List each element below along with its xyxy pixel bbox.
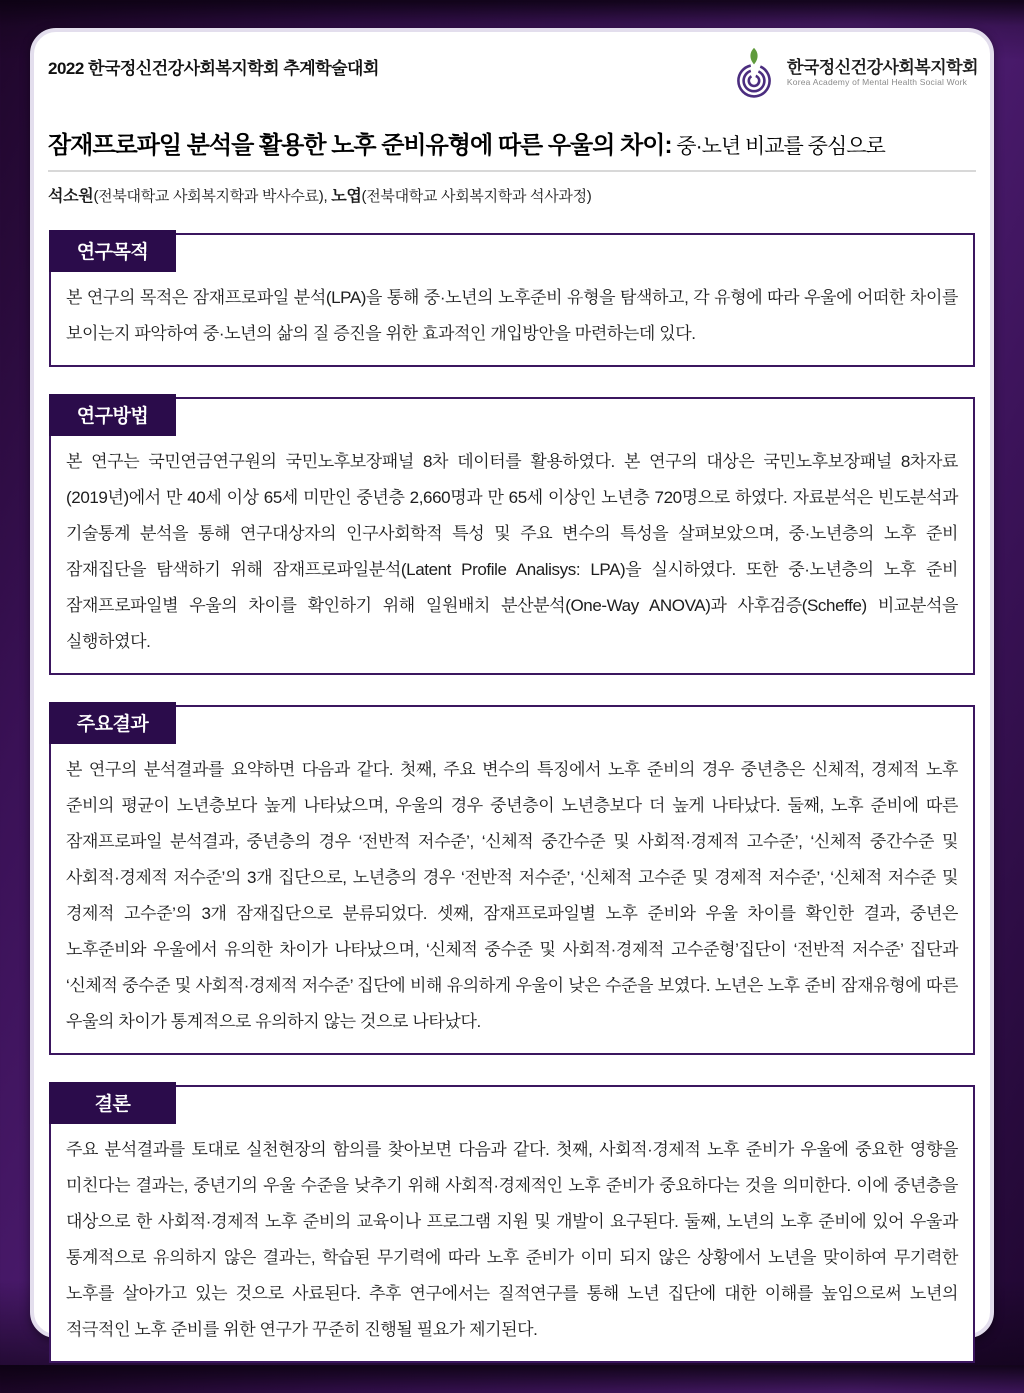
section-research-method bbox=[49, 397, 975, 675]
section-main-results bbox=[49, 705, 975, 1055]
author-name: 노엽 bbox=[331, 188, 362, 205]
author-affiliation: (전북대학교 사회복지학과 박사수료) bbox=[93, 188, 324, 205]
abstract-card bbox=[30, 28, 994, 1338]
authors-separator: , bbox=[323, 188, 332, 205]
section-body-text: 본 연구는 국민연금연구원의 국민노후보장패널 8차 데이터를 활용하였다. 본 연구의 대상은 국민노후보장패널 8차자료(2019년)에서 만 40세 이상 65세 미만인 중년층 2,660명과 만 65세 이상인 노년층 720명으로 하였다. 자료분석은 빈도분석과 기술통계 분석을 통해 연구대상자의 인구사회학적 특성 및 주요 변수의 특성을 살펴보았으며, 중·노년층의 노후 준비 잠재집단을 탐색하기 위해 잠재프로파일분석(Latent Profile Analisys: LPA)을 실시하였다. 또한 중·노년층의 노후 준비 잠재프로파일별 우울의 차이를 확인하기 위해 일원배치 분산분석(One-Way ANOVA)과 사후검증(Scheffe) 비교분석을 실행하였다. bbox=[66, 452, 958, 651]
page-title bbox=[48, 124, 976, 161]
ripple-arc-middle bbox=[744, 70, 765, 91]
section-conclusion bbox=[49, 1085, 975, 1363]
author-name: 석소원 bbox=[48, 188, 94, 205]
section-body-text: 주요 분석결과를 토대로 실천현장의 함의를 찾아보면 다음과 같다. 첫째, 사회적·경제적 노후 준비가 우울에 중요한 영향을 미친다는 결과는, 중년기의 우울 수준을 낮추기 위해 사회적·경제적인 노후 준비가 중요하다는 것을 의미한다. 이에 중년층을 대상으로 한 사회적·경제적 노후 준비의 교육이나 프로그램 지원 및 개발이 요구된다. 둘째, 노년의 노후 준비에 있어 우울과 통계적으로 유의하지 않은 결과는, 학습된 무기력에 따라 노후 준비가 이미 되지 않은 상황에서 노년을 맞이하여 무기력한 노후를 살아가고 있는 것으로 사료된다. 추후 연구에서는 질적연구를 통해 노년 집단에 대한 이해를 높임으로써 노년의 적극적인 노후 준비를 위한 연구가 꾸준히 진행될 필요가 제기된다. bbox=[66, 1140, 958, 1339]
leaf-icon bbox=[750, 48, 757, 64]
organization-logo bbox=[728, 44, 978, 100]
logo-ripple-leaf-icon bbox=[728, 46, 780, 100]
title-subtitle: 중·노년 비교를 중심으로 bbox=[671, 135, 885, 158]
card-header bbox=[48, 44, 978, 100]
ripple-arc-inner bbox=[749, 76, 759, 86]
org-name-kr: 한국정신건강사회복지학회 bbox=[786, 58, 978, 78]
section-heading-badge: 결론 bbox=[49, 1082, 176, 1124]
logo-text bbox=[787, 58, 978, 87]
section-body-text: 본 연구의 분석결과를 요약하면 다음과 같다. 첫째, 주요 변수의 특징에서 노후 준비의 경우 중년층은 신체적, 경제적 노후 준비의 평균이 노년층보다 높게 나타났으며, 우울의 경우 중년층이 노년층보다 더 높게 나타났다. 둘째, 노후 준비에 따른 잠재프로파일 분석결과, 중년층의 경우 ‘전반적 저수준’, ‘신체적 중간수준 및 사회적·경제적 고수준’, ‘신체적 중간수준 및 사회적·경제적 저수준’의 3개 집단으로, 노년층의 경우 ‘전반적 저수준’, ‘신체적 고수준 및 경제적 저수준’, ‘신체적 저수준 및 경제적 고수준’의 3개 잠재집단으로 분류되었다. 셋째, 잠재프로파일별 노후 준비와 우울 차이를 확인한 결과, 중년은 노후준비와 우울에서 유의한 차이가 나타났으며, ‘신체적 중수준 및 사회적·경제적 고수준형’집단이 ‘전반적 저수준’ 집단과 ‘신체적 중수준 및 사회적·경제적 저수준’ 집단에 비해 유의하게 우울이 낮은 수준을 보였다. 노년은 노후 준비 잠재유형에 따른 우울의 차이가 통계적으로 유의하지 않는 것으로 나타났다. bbox=[66, 760, 958, 1031]
author-affiliation: (전북대학교 사회복지학과 석사과정) bbox=[361, 188, 592, 205]
section-heading-badge: 주요결과 bbox=[49, 702, 176, 744]
title-divider bbox=[48, 170, 976, 172]
title-block bbox=[48, 124, 976, 206]
section-heading-badge: 연구목적 bbox=[49, 230, 176, 272]
section-research-purpose bbox=[49, 233, 975, 367]
org-name-en: Korea Academy of Mental Health Social Work bbox=[786, 76, 968, 87]
sections-container bbox=[49, 233, 975, 1393]
authors-line bbox=[48, 183, 976, 206]
title-main: 잠재프로파일 분석을 활용한 노후 준비유형에 따른 우울의 차이: bbox=[48, 132, 672, 159]
event-title: 2022 한국정신건강사회복지학회 추계학술대회 bbox=[48, 59, 379, 78]
section-body-text: 본 연구의 목적은 잠재프로파일 분석(LPA)을 통해 중·노년의 노후준비 유형을 탐색하고, 각 유형에 따라 우울에 어떠한 차이를 보이는지 파악하여 중·노년의 삶의 질 증진을 위한 효과적인 개입방안을 마련하는데 있다. bbox=[66, 288, 958, 343]
section-heading-badge: 연구방법 bbox=[49, 394, 176, 436]
